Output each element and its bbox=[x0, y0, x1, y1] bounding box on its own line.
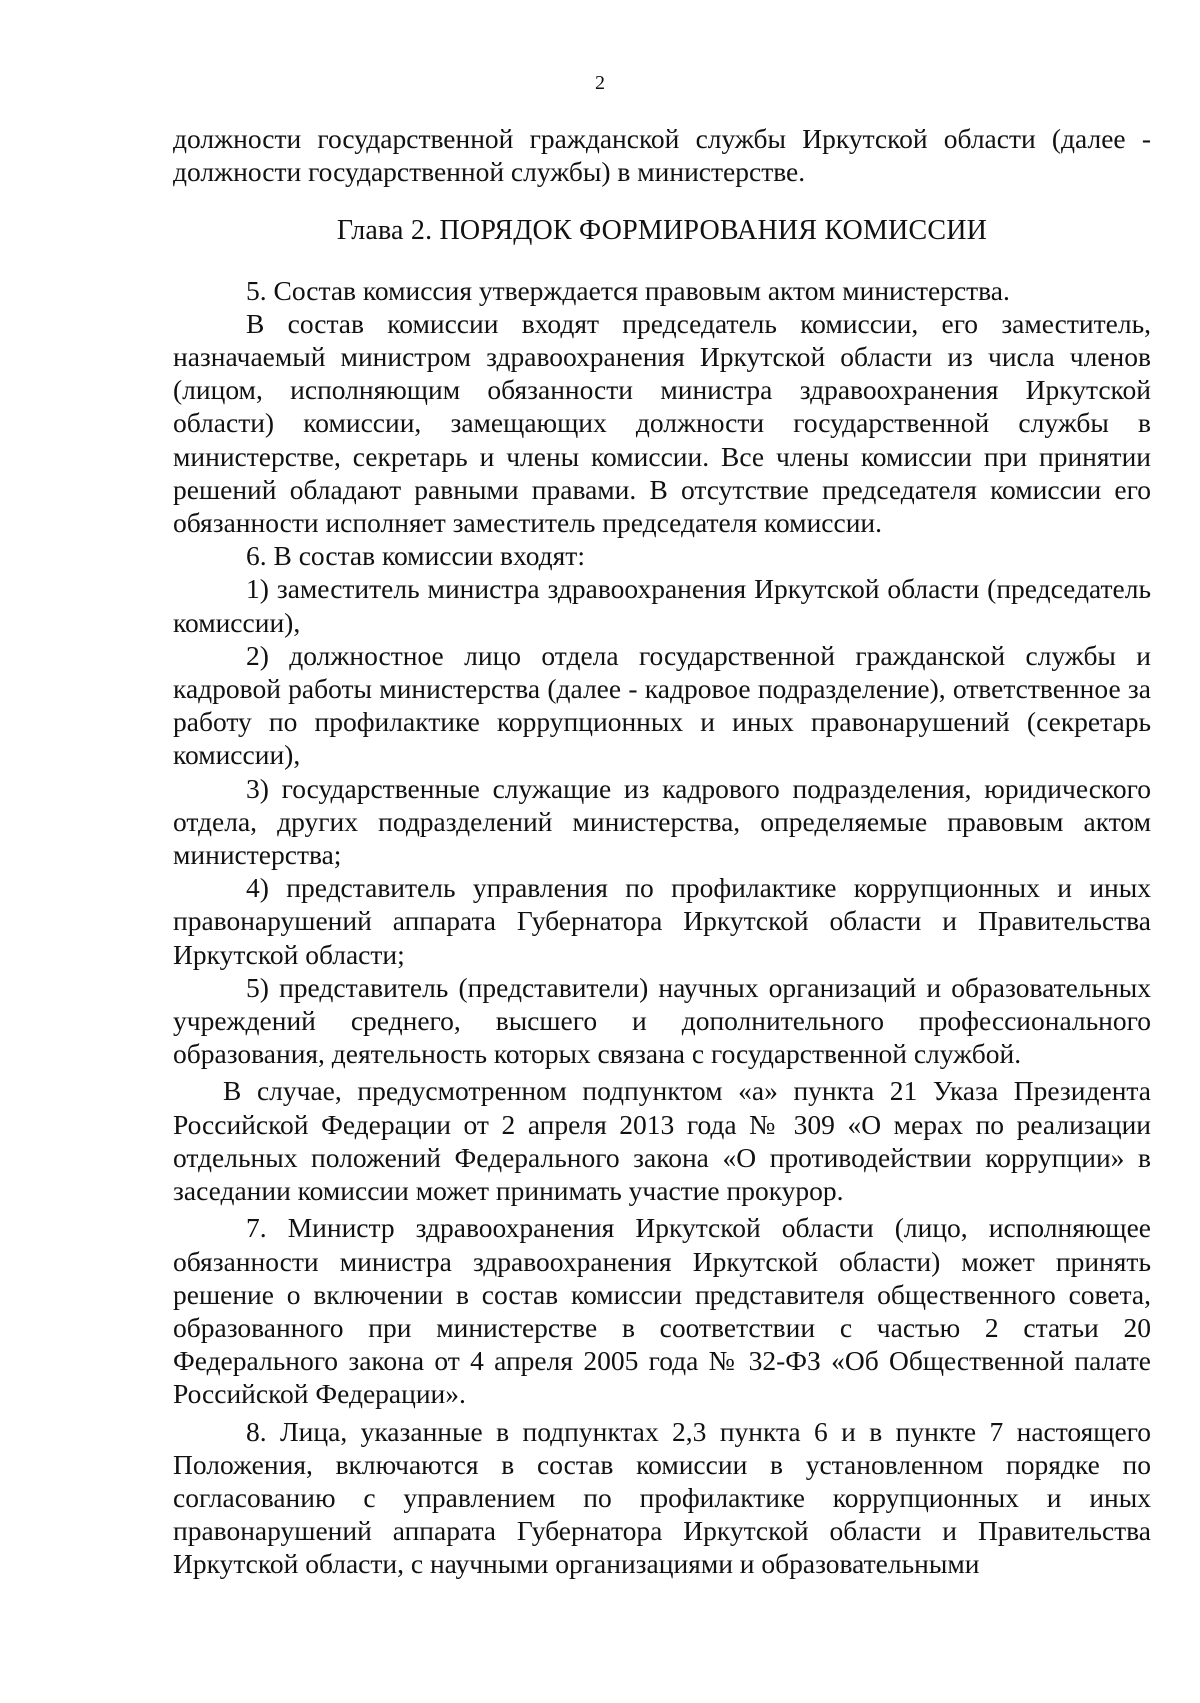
page-number: 2 bbox=[595, 72, 605, 94]
subitem-6-1: 1) заместитель министра здравоохранения Иркутской области (председатель комиссии), bbox=[173, 573, 1151, 638]
paragraph-8: 8. Лица, указанные в подпунктах 2,3 пункта 6 и в пункте 7 настоящего Положения, включаются в состав комиссии в установленном порядке по согласованию с управлением по профилактике коррупционных и иных правонарушений аппарата Губернатора Иркутской области и Правительства Иркутской области, с научными организациями и образовательными bbox=[173, 1415, 1151, 1580]
continuation-paragraph: должности государственной гражданской службы Иркутской области (далее - должности государственной службы) в министерстве. bbox=[173, 123, 1151, 188]
prosecutor-paragraph: В случае, предусмотренном подпунктом «а» пункта 21 Указа Президента Российской Федерации от 2 апреля 2013 года № 309 «О мерах по реализации отдельных положений Федерального закона «О противодействии коррупции» в заседании комиссии может принимать участие прокурор. bbox=[173, 1075, 1151, 1207]
subitem-6-3: 3) государственные служащие из кадрового подразделения, юридического отдела, других подразделений министерства, определяемые правовым актом министерства; bbox=[173, 772, 1151, 871]
paragraph-6: 6. В состав комиссии входят: bbox=[246, 540, 585, 572]
paragraph-5-composition: В состав комиссии входят председатель комиссии, его заместитель, назначаемый министром здравоохранения Иркутской области из числа членов (лицом, исполняющим обязанности министра здравоохранения Иркутской области) комиссии, замещающих должности государственной службы в министерстве, секретарь и члены комиссии. Все члены комиссии при принятии решений обладают равными правами. В отсутствие председателя комиссии его обязанности исполняет заместитель председателя комиссии. bbox=[173, 307, 1151, 539]
document-body bbox=[173, 122, 1151, 1581]
paragraph-7: 7. Министр здравоохранения Иркутской области (лицо, исполняющее обязанности министра здравоохранения Иркутской области) может принять решение о включении в состав комиссии представителя общественного совета, образованного при министерстве в соответствии с частью 2 статьи 20 Федерального закона от 4 апреля 2005 года № 32-ФЗ «Об Общественной палате Российской Федерации». bbox=[173, 1212, 1151, 1410]
subitem-6-5: 5) представитель (представители) научных организаций и образовательных учреждений среднего, высшего и дополнительного профессионального образования, деятельность которых связана с государственной службой. bbox=[173, 971, 1151, 1070]
subitem-6-2: 2) должностное лицо отдела государственной гражданской службы и кадровой работы министерства (далее - кадровое подразделение), ответственное за работу по профилактике коррупционных и иных правонарушений (секретарь комиссии), bbox=[173, 639, 1151, 771]
paragraph-5: 5. Состав комиссия утверждается правовым актом министерства. bbox=[246, 274, 1010, 306]
subitem-6-4: 4) представитель управления по профилактике коррупционных и иных правонарушений аппарата Губернатора Иркутской области и Правительства Иркутской области; bbox=[173, 872, 1151, 970]
chapter-heading: Глава 2. ПОРЯДОК ФОРМИРОВАНИЯ КОМИССИИ bbox=[336, 215, 988, 247]
